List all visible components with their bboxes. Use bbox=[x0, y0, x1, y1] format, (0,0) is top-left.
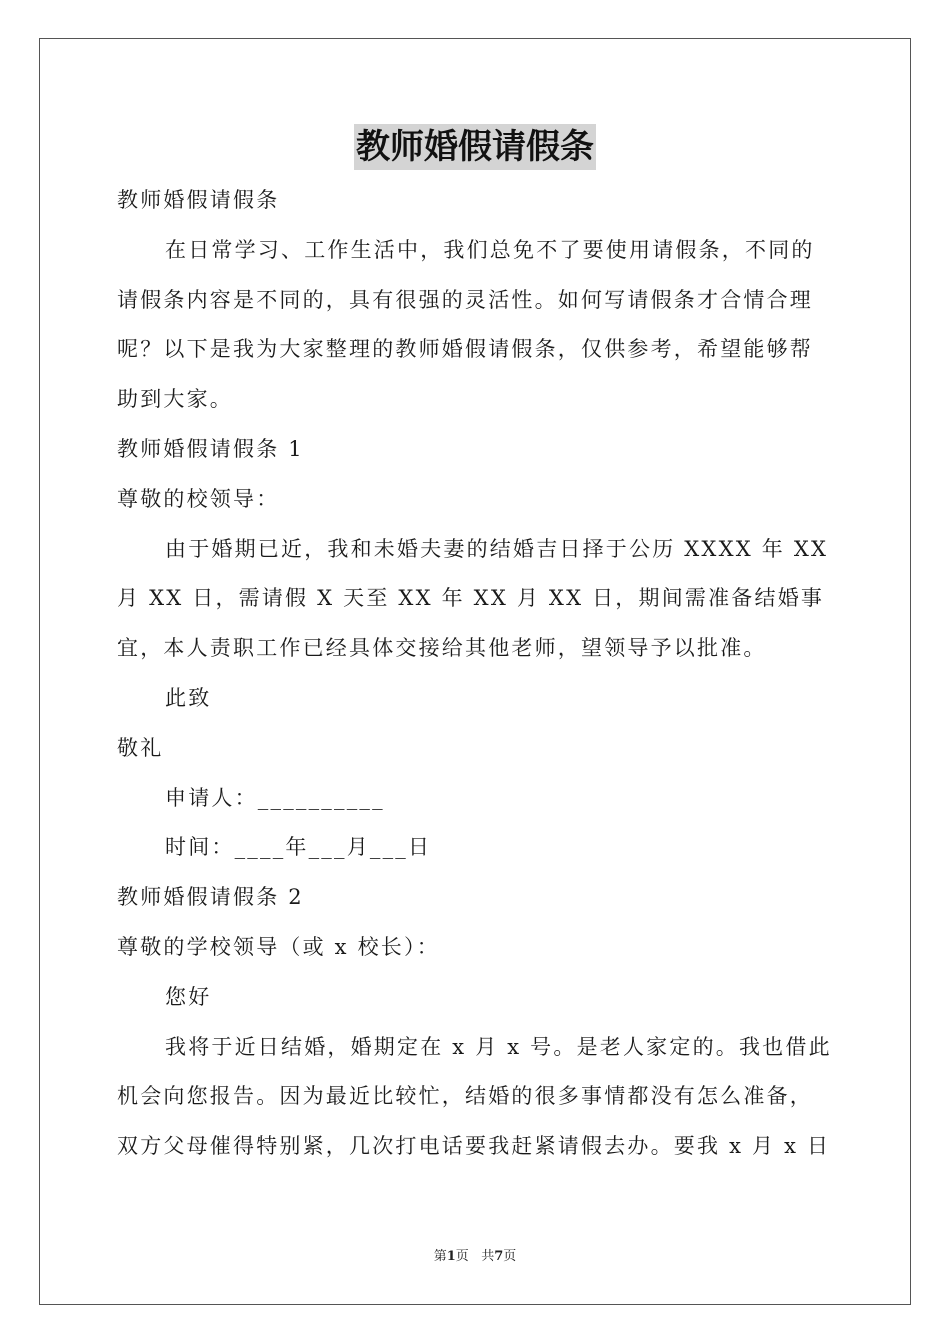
title-wrap bbox=[0, 124, 950, 170]
date-line: 时间：____年___月___日 bbox=[165, 835, 432, 860]
document-body bbox=[117, 176, 833, 1172]
greeting: 您好 bbox=[165, 984, 212, 1009]
closing-regards: 敬礼 bbox=[117, 735, 164, 760]
section-heading: 教师婚假请假条 2 bbox=[117, 885, 304, 910]
document-title: 教师婚假请假条 bbox=[354, 124, 596, 170]
paragraph: 我将于近日结婚，婚期定在 x 月 x 号。是老人家定的。我也借此机会向您报告。因为最近比较忙，结婚的很多事情都没有怎么准备，双方父母催得特别紧，几次打电话要我赶紧请假去办。要我 x 月 x 日 bbox=[117, 1034, 832, 1159]
footer-prefix: 第 bbox=[433, 1249, 447, 1264]
paragraph: 教师婚假请假条 bbox=[117, 188, 280, 212]
paragraph: 在日常学习、工作生活中，我们总免不了要使用请假条，不同的请假条内容是不同的，具有很强的灵活性。如何写请假条才合情合理呢？以下是我为大家整理的教师婚假请假条，仅供参考，希望能够帮助到大家。 bbox=[117, 237, 815, 412]
footer-page-unit: 页 bbox=[455, 1249, 469, 1264]
closing: 此致 bbox=[165, 685, 212, 710]
salutation: 尊敬的学校领导（或 x 校长）： bbox=[117, 934, 440, 959]
footer-total-unit: 页 bbox=[503, 1249, 517, 1264]
footer-page-number: 1 bbox=[446, 1249, 456, 1264]
salutation: 尊敬的校领导： bbox=[117, 486, 280, 511]
footer-total-prefix: 共 bbox=[481, 1249, 495, 1264]
footer-total-pages: 7 bbox=[494, 1249, 504, 1264]
section-heading: 教师婚假请假条 1 bbox=[117, 436, 304, 461]
applicant-line: 申请人：__________ bbox=[165, 785, 385, 810]
page-footer bbox=[0, 1248, 950, 1266]
paragraph: 由于婚期已近，我和未婚夫妻的结婚吉日择于公历 XXXX 年 XX 月 XX 日，需请假 X 天至 XX 年 XX 月 XX 日，期间需准备结婚事宜，本人责职工作已经具体交接给其他老师，望领导予以批准。 bbox=[117, 536, 829, 661]
